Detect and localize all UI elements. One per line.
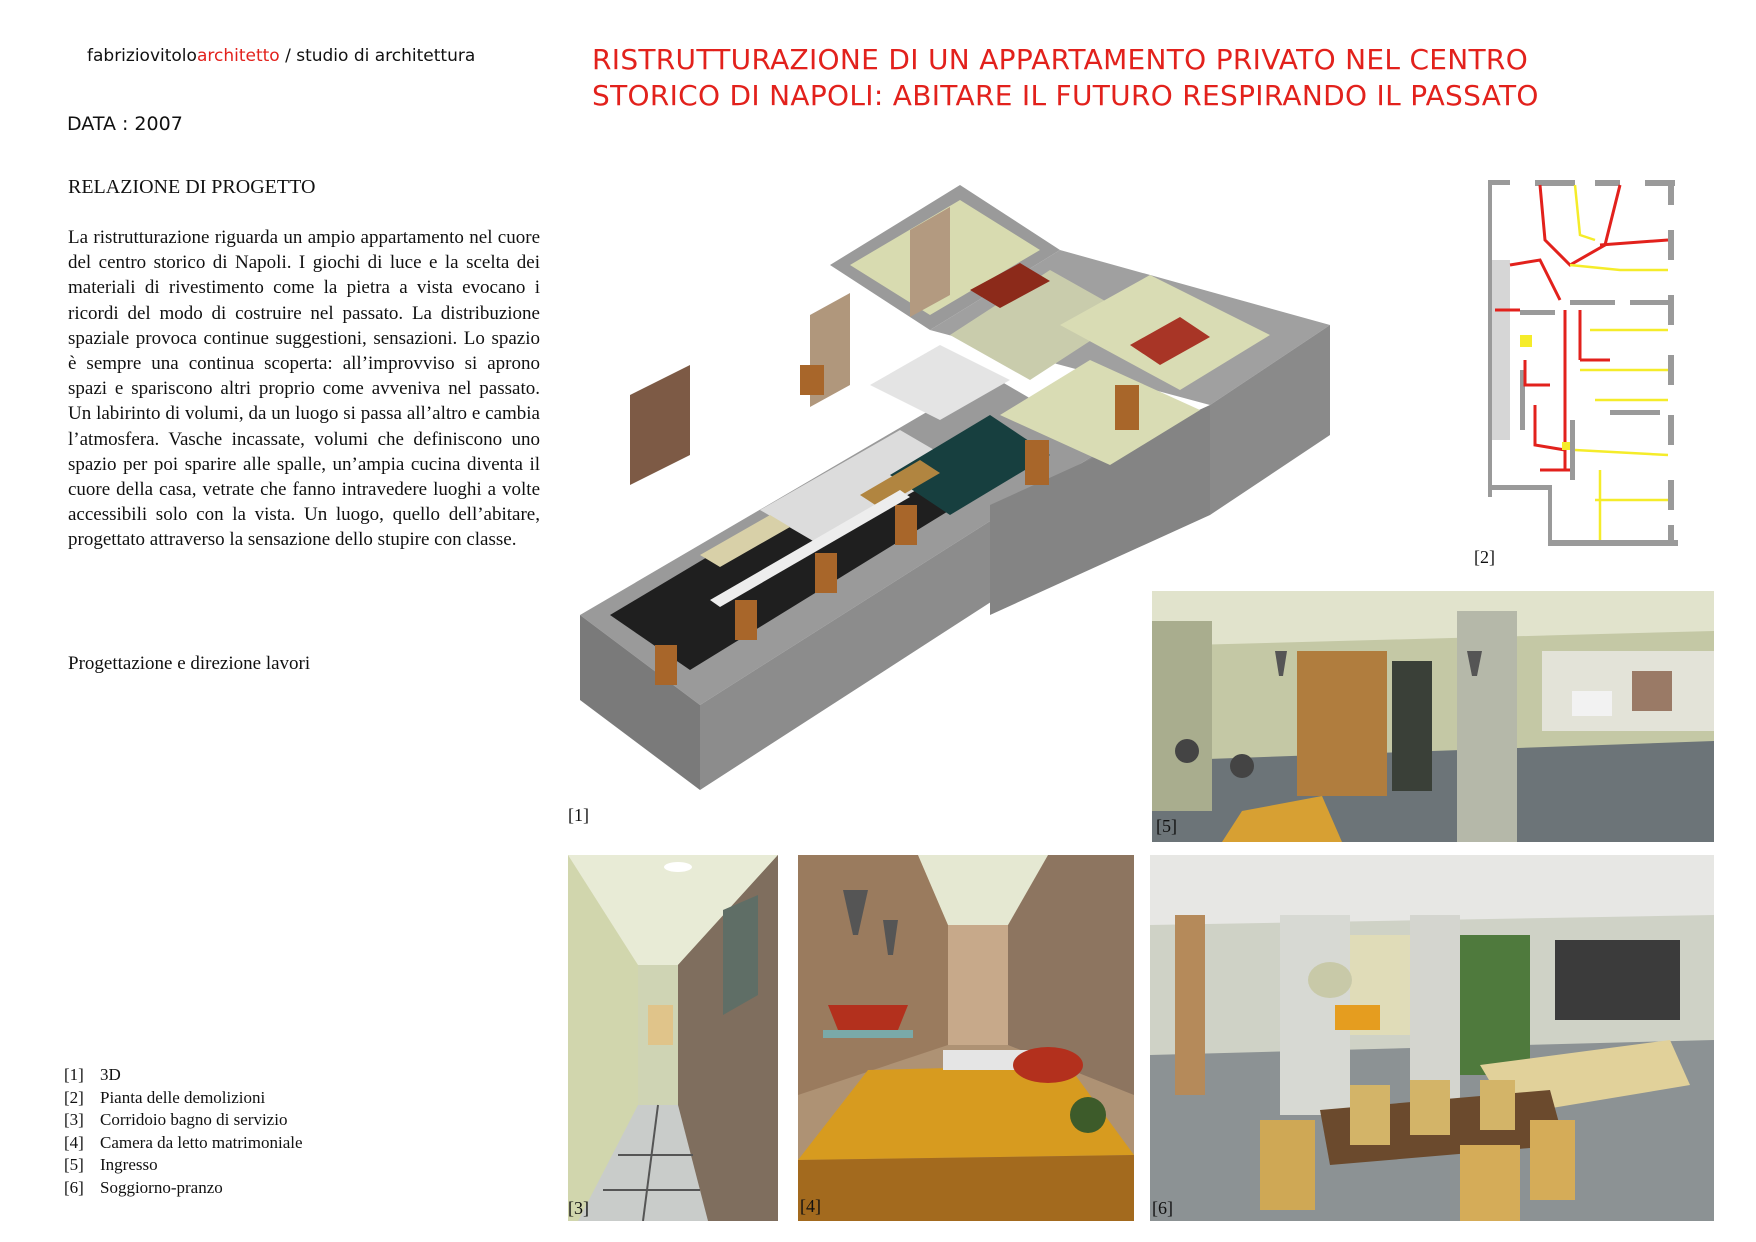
brand-name: fabriziovitolo <box>87 46 197 66</box>
brand-accent: architetto <box>196 46 280 66</box>
figure-tag-6: [6] <box>1152 1198 1173 1218</box>
render-ingresso <box>1152 591 1714 842</box>
render-camera-letto <box>798 855 1134 1221</box>
figure-legend <box>64 1064 303 1200</box>
render-corridoio <box>568 855 778 1221</box>
title-line-1: RISTRUTTURAZIONE DI UN APPARTAMENTO PRIVATO NEL CENTRO <box>592 43 1529 76</box>
figure-demolition-plan <box>1480 170 1680 565</box>
credit-line: Progettazione e direzione lavori <box>68 653 311 674</box>
floor-plan-drawing <box>1480 170 1680 565</box>
figure-tag-4: [4] <box>800 1196 821 1216</box>
title-line-2: STORICO DI NAPOLI: ABITARE IL FUTURO RESPIRANDO IL PASSATO <box>592 79 1539 112</box>
legend-item: [2] Pianta delle demolizioni <box>64 1087 266 1107</box>
figure-ingresso <box>1152 591 1714 842</box>
report-heading: RELAZIONE DI PROGETTO <box>68 176 316 198</box>
studio-brand <box>87 46 475 66</box>
figure-tag-1: [1] <box>568 805 589 825</box>
page-title <box>592 42 1732 114</box>
figure-soggiorno-pranzo <box>1150 855 1714 1221</box>
project-date: DATA : 2007 <box>67 113 183 135</box>
figure-tag-5: [5] <box>1156 816 1177 836</box>
report-body: La ristrutturazione riguarda un ampio appartamento nel cuore del centro storico di Napoli. I giochi di luce e la scelta dei materiali di rivestimento come la pietra a vista evocano i ricordi del modo di costruire nel passato. La distribuzione spaziale provoca continue suggestioni, sensazioni. Lo spazio è sempre una continua scoperta: all’improvviso si aprono spazi e spariscono altri proprio come avveniva nel passato. Un labirinto di volumi, da un luogo si passa all’altro e cambia l’atmosfera. Vasche incassate, volumi che definiscono uno spazio per poi sparire alle spalle, un’ampia cucina diventa il cuore della casa, vetrate che fanno intravedere luoghi a volte accessibili solo con la vista. Un luogo, quello dell’abitare, progettato attraverso la sensazione dello stupire con classe. <box>68 227 540 551</box>
render-soggiorno-pranzo <box>1150 855 1714 1221</box>
figure-camera-letto <box>798 855 1134 1221</box>
figure-corridoio <box>568 855 778 1221</box>
figure-tag-2: [2] <box>1474 547 1495 567</box>
legend-item: [6] Soggiorno-pranzo <box>64 1177 223 1197</box>
brand-suffix: / studio di architettura <box>279 46 476 66</box>
legend-item: [3] Corridoio bagno di servizio <box>64 1110 288 1130</box>
legend-item: [5] Ingresso <box>64 1155 158 1175</box>
legend-item: [4] Camera da letto matrimoniale <box>64 1132 303 1152</box>
legend-item: [1] 3D <box>64 1065 121 1084</box>
figure-tag-3: [3] <box>568 1198 589 1218</box>
